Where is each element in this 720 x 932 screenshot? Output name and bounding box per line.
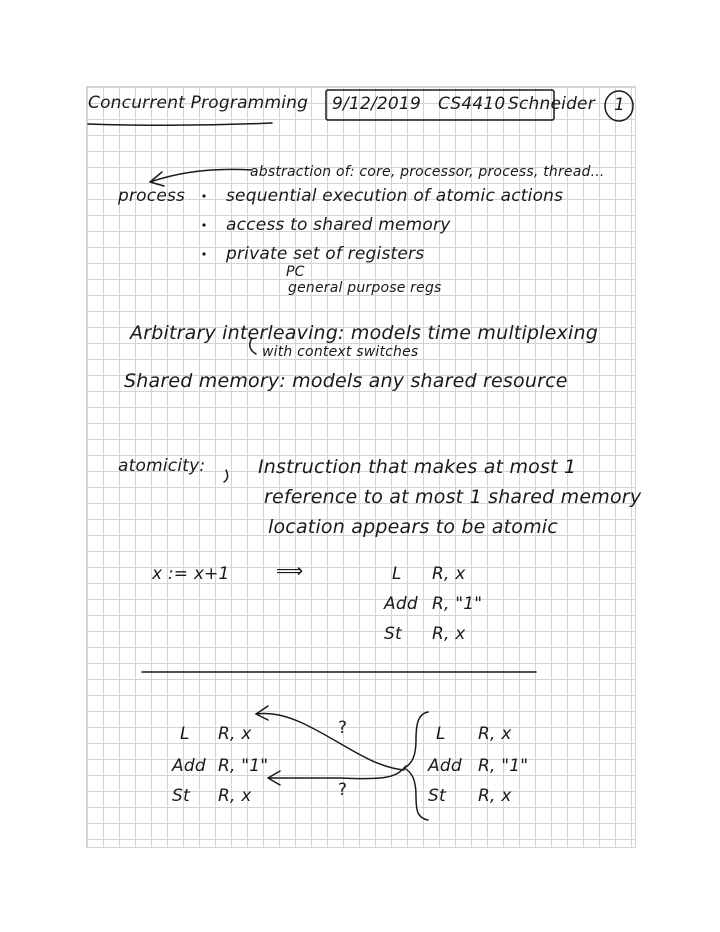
left-instruction-args: R, x xyxy=(218,786,252,806)
arbitrary-interleaving-text: Arbitrary interleaving: models time multiplexing xyxy=(130,322,598,344)
right-instruction-args: R, x xyxy=(478,786,512,806)
instruction-args: R, "1" xyxy=(432,594,483,614)
right-instruction-op: St xyxy=(428,786,446,806)
question-mark-top: ? xyxy=(338,718,348,738)
instruction-op: St xyxy=(384,624,402,644)
left-instruction-op: St xyxy=(172,786,190,806)
left-instruction-op: Add xyxy=(172,756,206,776)
right-instruction-args: R, "1" xyxy=(478,756,529,776)
atomicity-line: Instruction that makes at most 1 xyxy=(258,456,577,478)
abstraction-note: abstraction of: core, processor, process, thread... xyxy=(250,164,605,180)
right-instruction-op: L xyxy=(436,724,446,744)
left-instruction-args: R, "1" xyxy=(218,756,269,776)
implies-arrow: ⟹ xyxy=(276,560,304,582)
instruction-op: Add xyxy=(384,594,418,614)
bullet-text: private set of registers xyxy=(226,244,425,264)
page-title: Concurrent Programming xyxy=(88,93,309,113)
sub-item-pc: PC xyxy=(286,264,305,280)
right-instruction-op: Add xyxy=(428,756,462,776)
instruction-op: L xyxy=(392,564,402,584)
instruction-args: R, x xyxy=(432,624,466,644)
left-instruction-op: L xyxy=(180,724,190,744)
bullet-text: access to shared memory xyxy=(226,215,451,235)
right-instruction-args: R, x xyxy=(478,724,512,744)
atomicity-line: reference to at most 1 shared memory xyxy=(264,486,642,508)
increment-statement: x := x+1 xyxy=(152,564,230,584)
date-label: 9/12/2019 xyxy=(332,94,421,114)
atomicity-line: location appears to be atomic xyxy=(268,516,558,538)
left-instruction-args: R, x xyxy=(218,724,252,744)
atomicity-label: atomicity: xyxy=(118,456,206,476)
page-number: 1 xyxy=(614,95,626,115)
question-mark-bottom: ? xyxy=(338,780,348,800)
interleaving-note: with context switches xyxy=(262,344,419,360)
instruction-args: R, x xyxy=(432,564,466,584)
course-label: CS4410 xyxy=(438,94,506,114)
author-label: Schneider xyxy=(508,94,595,114)
bullet-text: sequential execution of atomic actions xyxy=(226,186,564,206)
shared-memory-text: Shared memory: models any shared resource xyxy=(124,370,568,392)
process-label: process xyxy=(118,186,186,206)
sub-item-regs: general purpose regs xyxy=(288,280,442,296)
